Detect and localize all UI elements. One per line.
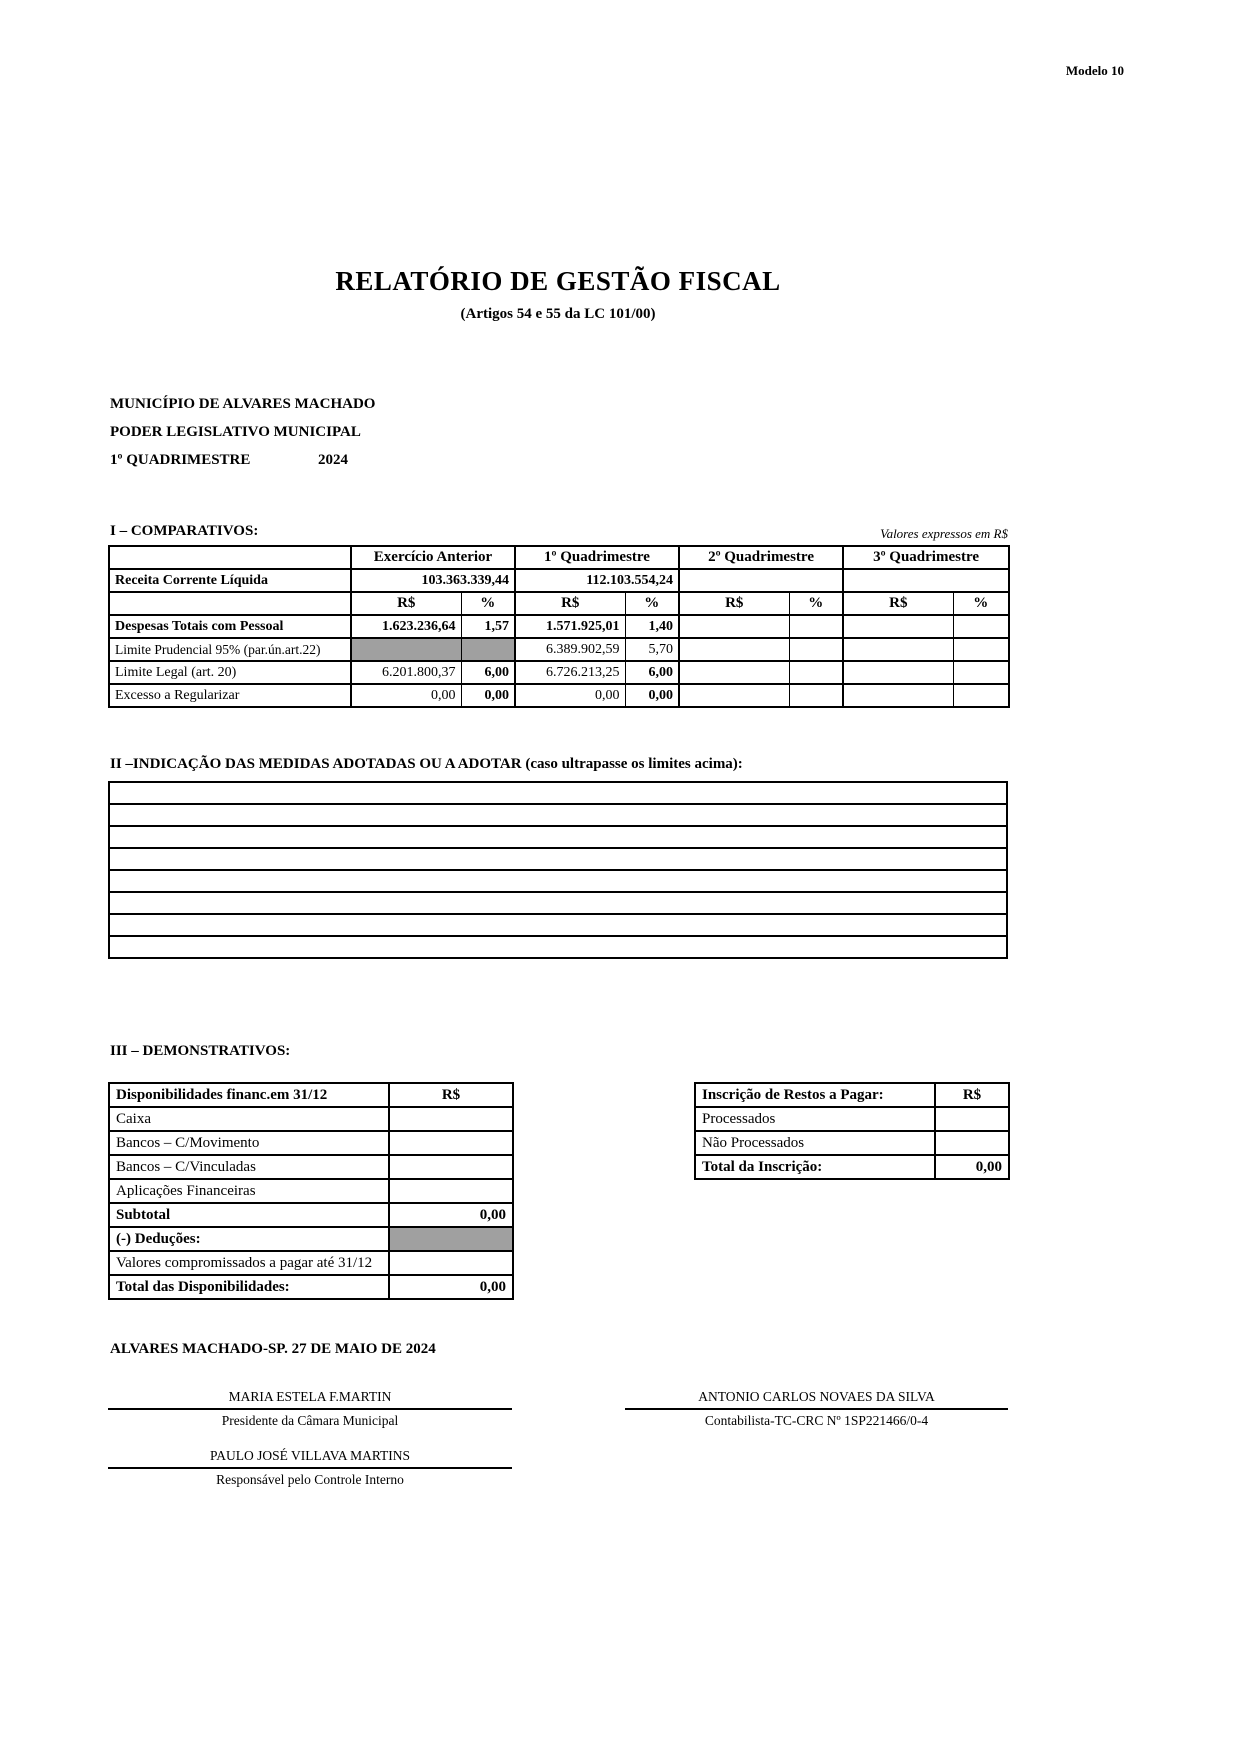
signatory-role: Contabilista-TC-CRC Nº 1SP221466/0-4	[704, 1413, 929, 1428]
cell-empty	[789, 661, 843, 684]
row-label: Limite Prudencial 95% (par.ún.art.22)	[109, 638, 351, 661]
table-row	[109, 592, 1009, 615]
cell-empty	[843, 615, 953, 638]
municipality-name: MUNICÍPIO DE ALVARES MACHADO	[110, 396, 376, 412]
period-header: Exercício Anterior	[351, 546, 515, 569]
cell-value: 103.363.339,44	[351, 569, 515, 592]
currency-note: Valores expressos em R$	[880, 526, 1008, 541]
cell-empty	[789, 638, 843, 661]
table-row	[695, 1083, 1009, 1107]
table-header-unit: R$	[935, 1083, 1009, 1107]
signature-block-president	[108, 1389, 512, 1429]
table-header-label: Disponibilidades financ.em 31/12	[109, 1083, 389, 1107]
signatory-name: PAULO JOSÉ VILLAVA MARTINS	[108, 1448, 512, 1469]
model-number-label: Modelo 10	[1065, 63, 1124, 78]
comparativos-table	[108, 545, 1010, 708]
empty-row	[109, 826, 1007, 848]
cell-empty	[843, 684, 953, 707]
signatory-name: ANTONIO CARLOS NOVAES DA SILVA	[625, 1389, 1008, 1410]
cell-empty	[389, 1155, 513, 1179]
cell-value: 1,57	[461, 615, 515, 638]
cell-value: 0,00	[515, 684, 625, 707]
report-subtitle: (Artigos 54 e 55 da LC 101/00)	[460, 306, 656, 322]
cell-value: 0,00	[461, 684, 515, 707]
unit-header: R$	[515, 592, 625, 615]
table-header-label: Inscrição de Restos a Pagar:	[695, 1083, 935, 1107]
cell-value: 0,00	[389, 1275, 513, 1299]
cell-empty	[843, 638, 953, 661]
medidas-table	[108, 781, 1008, 959]
cell-value: 0,00	[389, 1203, 513, 1227]
row-label: Bancos – C/Movimento	[109, 1131, 389, 1155]
table-row	[109, 1155, 513, 1179]
cell-empty	[935, 1107, 1009, 1131]
cell-empty	[679, 684, 789, 707]
cell-empty	[679, 615, 789, 638]
row-label: Excesso a Regularizar	[109, 684, 351, 707]
period-header: 3º Quadrimestre	[843, 546, 1009, 569]
section1-heading: I – COMPARATIVOS:	[110, 523, 259, 539]
row-label: Caixa	[109, 1107, 389, 1131]
cell-empty	[843, 661, 953, 684]
cell-empty	[789, 615, 843, 638]
cell-value: 6.201.800,37	[351, 661, 461, 684]
signature-block-accountant	[625, 1389, 1008, 1429]
table-row	[109, 569, 1009, 592]
unit-header: %	[789, 592, 843, 615]
unit-header: R$	[679, 592, 789, 615]
unit-header: %	[625, 592, 679, 615]
row-label: Não Processados	[695, 1131, 935, 1155]
empty-row	[109, 936, 1007, 958]
shaded-cell	[351, 638, 461, 661]
row-label: (-) Deduções:	[109, 1227, 389, 1251]
cell-empty	[843, 569, 1009, 592]
cell-empty	[935, 1131, 1009, 1155]
cell-empty	[953, 615, 1009, 638]
table-row	[109, 684, 1009, 707]
cell-value: 1.623.236,64	[351, 615, 461, 638]
period-header: 2º Quadrimestre	[679, 546, 843, 569]
cell-empty	[953, 684, 1009, 707]
empty-row	[109, 782, 1007, 804]
row-label: Total da Inscrição:	[695, 1155, 935, 1179]
cell-value: 5,70	[625, 638, 679, 661]
cell-empty	[389, 1251, 513, 1275]
shaded-cell	[461, 638, 515, 661]
cell-empty	[953, 661, 1009, 684]
signatory-role: Presidente da Câmara Municipal	[221, 1413, 399, 1428]
shaded-cell	[389, 1227, 513, 1251]
table-row	[109, 661, 1009, 684]
empty-row	[109, 804, 1007, 826]
cell-empty	[953, 638, 1009, 661]
cell-value: 6,00	[625, 661, 679, 684]
table-row	[109, 1227, 513, 1251]
row-label: Receita Corrente Líquida	[109, 569, 351, 592]
cell-empty	[389, 1179, 513, 1203]
table-row	[109, 638, 1009, 661]
section3-heading: III – DEMONSTRATIVOS:	[110, 1043, 291, 1059]
row-label: Limite Legal (art. 20)	[109, 661, 351, 684]
entity-block	[110, 390, 375, 474]
cell-value: 112.103.554,24	[515, 569, 679, 592]
cell-empty	[679, 638, 789, 661]
table-row	[109, 1131, 513, 1155]
signatory-role: Responsável pelo Controle Interno	[216, 1472, 404, 1487]
cell-empty	[389, 1131, 513, 1155]
period-header: 1º Quadrimestre	[515, 546, 679, 569]
table-row	[695, 1131, 1009, 1155]
empty-row	[109, 870, 1007, 892]
cell-empty	[679, 569, 843, 592]
cell-value: 0,00	[935, 1155, 1009, 1179]
cell-value: 0,00	[625, 684, 679, 707]
unit-header: %	[953, 592, 1009, 615]
unit-header: %	[461, 592, 515, 615]
row-label: Processados	[695, 1107, 935, 1131]
report-title: RELATÓRIO DE GESTÃO FISCAL	[335, 266, 781, 296]
disponibilidades-table	[108, 1082, 514, 1300]
cell-empty	[679, 661, 789, 684]
empty-row	[109, 848, 1007, 870]
empty-row	[109, 914, 1007, 936]
restos-a-pagar-table	[694, 1082, 1010, 1180]
unit-header: R$	[351, 592, 461, 615]
row-label: Valores compromissados a pagar até 31/12	[109, 1251, 389, 1275]
table-row	[109, 1083, 513, 1107]
cell-value: 6,00	[461, 661, 515, 684]
table-row	[109, 1107, 513, 1131]
cell-empty	[789, 684, 843, 707]
table-row	[109, 1275, 513, 1299]
cell-value: 0,00	[351, 684, 461, 707]
table-row	[695, 1107, 1009, 1131]
row-label: Bancos – C/Vinculadas	[109, 1155, 389, 1179]
unit-header: R$	[843, 592, 953, 615]
row-label: Aplicações Financeiras	[109, 1179, 389, 1203]
signatory-name: MARIA ESTELA F.MARTIN	[108, 1389, 512, 1410]
row-label: Total das Disponibilidades:	[109, 1275, 389, 1299]
cell-empty	[389, 1107, 513, 1131]
period-label: 1º QUADRIMESTRE	[110, 452, 251, 468]
empty-row	[109, 892, 1007, 914]
table-row	[109, 1251, 513, 1275]
signature-block-internal-control	[108, 1448, 512, 1488]
period-line	[110, 446, 375, 474]
cell-value: 6.389.902,59	[515, 638, 625, 661]
row-label: Subtotal	[109, 1203, 389, 1227]
government-branch: PODER LEGISLATIVO MUNICIPAL	[110, 424, 361, 440]
table-row	[109, 546, 1009, 569]
table-row	[109, 1203, 513, 1227]
period-year: 2024	[318, 452, 348, 468]
table-row	[695, 1155, 1009, 1179]
table-row	[109, 615, 1009, 638]
cell-value: 6.726.213,25	[515, 661, 625, 684]
table-row	[109, 1179, 513, 1203]
section2-heading: II –INDICAÇÃO DAS MEDIDAS ADOTADAS OU A ADOTAR (caso ultrapasse os limites acima):	[110, 756, 743, 772]
row-label: Despesas Totais com Pessoal	[109, 615, 351, 638]
place-and-date-line: ALVARES MACHADO-SP. 27 DE MAIO DE 2024	[110, 1341, 436, 1357]
cell-value: 1.571.925,01	[515, 615, 625, 638]
table-header-unit: R$	[389, 1083, 513, 1107]
cell-value: 1,40	[625, 615, 679, 638]
